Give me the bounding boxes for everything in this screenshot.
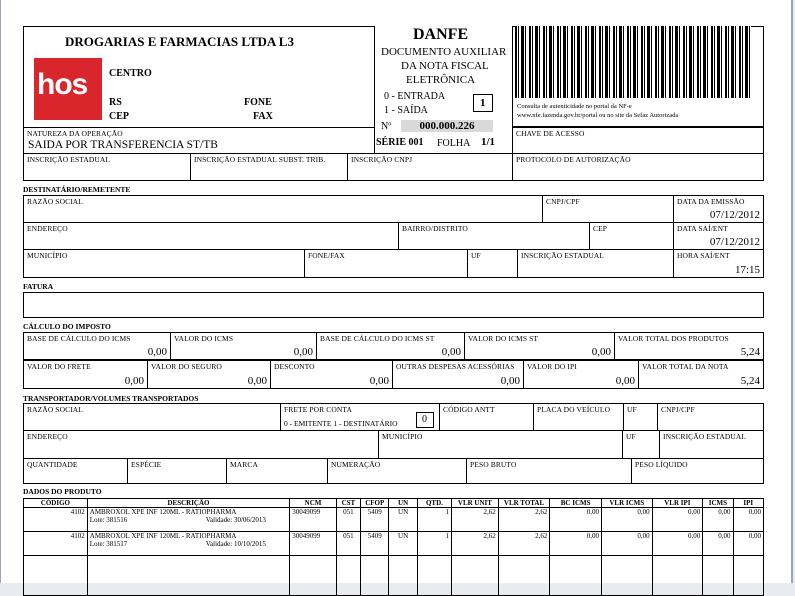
numero-label: Nº bbox=[381, 121, 392, 132]
data-emissao-box: DATA DA EMISSÃO 07/12/2012 bbox=[673, 195, 764, 223]
protocolo-box: PROTOCOLO DE AUTORIZAÇÃO bbox=[512, 153, 764, 181]
hora-saida-box: HORA SAÍ/ENT 17:15 bbox=[673, 249, 764, 278]
consulta-line2: www.nfe.fazenda.gov.br/portal ou no site da Sefaz Autorizada bbox=[517, 112, 679, 119]
entrada-option: 0 - ENTRADA bbox=[384, 91, 446, 102]
col-vipi: VLR IPI bbox=[652, 499, 703, 508]
barcode bbox=[515, 26, 751, 98]
chave-box: CHAVE DE ACESSO bbox=[512, 127, 764, 154]
municipio-box: MUNICÍPIO bbox=[23, 249, 305, 278]
col-vicms: VLR ICMS bbox=[601, 499, 652, 508]
v-nota-box: VALOR TOTAL DA NOTA 5,24 bbox=[638, 360, 764, 389]
table-row-empty bbox=[24, 556, 764, 596]
emitente-fone: FONE bbox=[244, 97, 272, 108]
bairro-box: BAIRRO/DISTRITO bbox=[398, 222, 590, 250]
col-bc: BC ICMS bbox=[550, 499, 602, 508]
frete-options: 0 - EMITENTE 1 - DESTINATÁRIO bbox=[284, 419, 398, 428]
dest-section-title: DESTINATÁRIO/REMETENTE bbox=[23, 185, 131, 194]
t-cnpj-box: CNPJ/CPF bbox=[657, 403, 764, 431]
emitente-uf: RS bbox=[109, 97, 122, 108]
fatura-section-title: FATURA bbox=[23, 282, 54, 291]
fonefax-box: FONE/FAX bbox=[304, 249, 468, 278]
especie-box: ESPÉCIE bbox=[127, 458, 227, 484]
v-ipi-box: VALOR DO IPI 0,00 bbox=[523, 360, 639, 389]
v-frete-box: VALOR DO FRETE 0,00 bbox=[23, 360, 148, 389]
col-vtotal: VLR TOTAL bbox=[498, 499, 550, 508]
transp-section-title: TRANSPORTADOR/VOLUMES TRANSPORTADOS bbox=[23, 394, 199, 403]
ie-dest-box: INSCRIÇÃO ESTADUAL bbox=[517, 249, 674, 278]
cnpj-insc-box: INSCRIÇÃO CNPJ bbox=[347, 153, 513, 181]
calc-section-title: CÁLCULO DO IMPOSTO bbox=[23, 322, 111, 331]
placa-box: PLACA DO VEÍCULO bbox=[533, 403, 624, 431]
danfe-title: DANFE bbox=[413, 26, 469, 43]
col-codigo: CÓDIGO bbox=[24, 499, 88, 508]
col-descricao: DESCRIÇÃO bbox=[87, 499, 289, 508]
products-table bbox=[23, 498, 764, 596]
numeracao-box: NUMERAÇÃO bbox=[327, 458, 467, 484]
peso-b-box: PESO BRUTO bbox=[466, 458, 632, 484]
cnpjcpf-box: CNPJ/CPF bbox=[542, 195, 674, 223]
col-cfop: CFOP bbox=[361, 499, 389, 508]
antt-box: CÓDIGO ANTT bbox=[439, 403, 534, 431]
emitente-fax: FAX bbox=[253, 111, 273, 122]
fatura-box bbox=[23, 292, 764, 318]
bc-icms-box: BASE DE CÁLCULO DO ICMS 0,00 bbox=[23, 332, 171, 360]
t-end-box: ENDEREÇO bbox=[23, 430, 379, 459]
col-aicms: ICMS bbox=[703, 499, 733, 508]
frete-box: FRETE POR CONTA 0 - EMITENTE 1 - DESTINATÁRIO 0 bbox=[280, 403, 440, 431]
v-icms-box: VALOR DO ICMS 0,00 bbox=[170, 332, 317, 360]
data-saida-box: DATA SAÍ/ENT 07/12/2012 bbox=[673, 222, 764, 250]
marca-box: MARCA bbox=[226, 458, 328, 484]
razao-box: RAZÃO SOCIAL bbox=[23, 195, 543, 223]
tipo-box: 1 bbox=[473, 94, 493, 112]
natureza-value: SAIDA POR TRANSFERENCIA ST/TB bbox=[28, 139, 218, 151]
t-uf-box: UF bbox=[623, 403, 658, 431]
ie-st-box: INSCRIÇÃO ESTADUAL SUBST. TRIB. bbox=[190, 153, 348, 181]
emitente-cep: CEP bbox=[109, 111, 129, 122]
prod-section-title: DADOS DO PRODUTO bbox=[23, 487, 102, 496]
natureza-box: NATUREZA DA OPERAÇÃO SAIDA POR TRANSFERENCIA ST/TB bbox=[23, 127, 375, 154]
bc-icms-st-box: BASE DE CÁLCULO DO ICMS ST 0,00 bbox=[316, 332, 465, 360]
v-prod-box: VALOR TOTAL DOS PRODUTOS 5,24 bbox=[614, 332, 764, 360]
table-row: 4102 AMBROXOL XPE INF 120ML - RATIOPHARMA Lote: 381517 Validade: 10/10/2015 30049099 051 5409 UN 1 2,62 2,62 0,00 0,00 0,00 0,00 0,00 bbox=[24, 532, 764, 556]
products-header-row bbox=[24, 499, 764, 508]
uf-box: UF bbox=[467, 249, 518, 278]
col-ncm: NCM bbox=[290, 499, 337, 508]
desconto-box: DESCONTO 0,00 bbox=[270, 360, 393, 389]
folha-label: FOLHA bbox=[437, 138, 471, 149]
danfe-sub2: DA NOTA FISCAL bbox=[401, 60, 489, 72]
col-aipi: IPI bbox=[733, 499, 763, 508]
endereco-box: ENDEREÇO bbox=[23, 222, 399, 250]
v-icms-st-box: VALOR DO ICMS ST 0,00 bbox=[464, 332, 615, 360]
numero-value: 000.000.226 bbox=[401, 120, 493, 132]
t-mun-box: MUNICÍPIO bbox=[378, 430, 623, 459]
company-logo: hos bbox=[34, 58, 102, 120]
table-row: 4102 AMBROXOL XPE INF 120ML - RATIOPHARMA Lote: 381516 Validade: 30/06/2013 30049099 051 5409 UN 1 2,62 2,62 0,00 0,00 0,00 0,00 0,00 bbox=[24, 508, 764, 532]
col-vunit: VLR UNIT bbox=[452, 499, 499, 508]
saida-option: 1 - SAÍDA bbox=[384, 105, 428, 116]
col-un: UN bbox=[389, 499, 417, 508]
v-seguro-box: VALOR DO SEGURO 0,00 bbox=[147, 360, 271, 389]
t-razao-box: RAZÃO SOCIAL bbox=[23, 403, 281, 431]
danfe-sub1: DOCUMENTO AUXILIAR bbox=[381, 46, 507, 58]
frete-value: 0 bbox=[416, 412, 434, 428]
cep-box: CEP bbox=[589, 222, 674, 250]
serie: SÉRIE 001 bbox=[376, 137, 424, 148]
col-qtd: QTD. bbox=[417, 499, 451, 508]
folha-value: 1/1 bbox=[481, 136, 496, 148]
ie-box: INSCRIÇÃO ESTADUAL bbox=[23, 153, 191, 181]
emitente-centro: CENTRO bbox=[109, 68, 152, 79]
qtd-box: QUANTIDADE bbox=[23, 458, 128, 484]
t-uf2-box: UF bbox=[622, 430, 660, 459]
danfe-sub3: ELETRÔNICA bbox=[406, 74, 476, 86]
col-cst: CST bbox=[336, 499, 360, 508]
outras-box: OUTRAS DESPESAS ACESSÓRIAS 0,00 bbox=[392, 360, 524, 389]
emitente-name: DROGARIAS E FARMACIAS LTDA L3 bbox=[65, 34, 294, 49]
peso-l-box: PESO LÍQUIDO bbox=[631, 458, 764, 484]
t-ie-box: INSCRIÇÃO ESTADUAL bbox=[659, 430, 764, 459]
consulta-line1: Consulta de autenticidade no portal da NF-e bbox=[517, 103, 632, 110]
